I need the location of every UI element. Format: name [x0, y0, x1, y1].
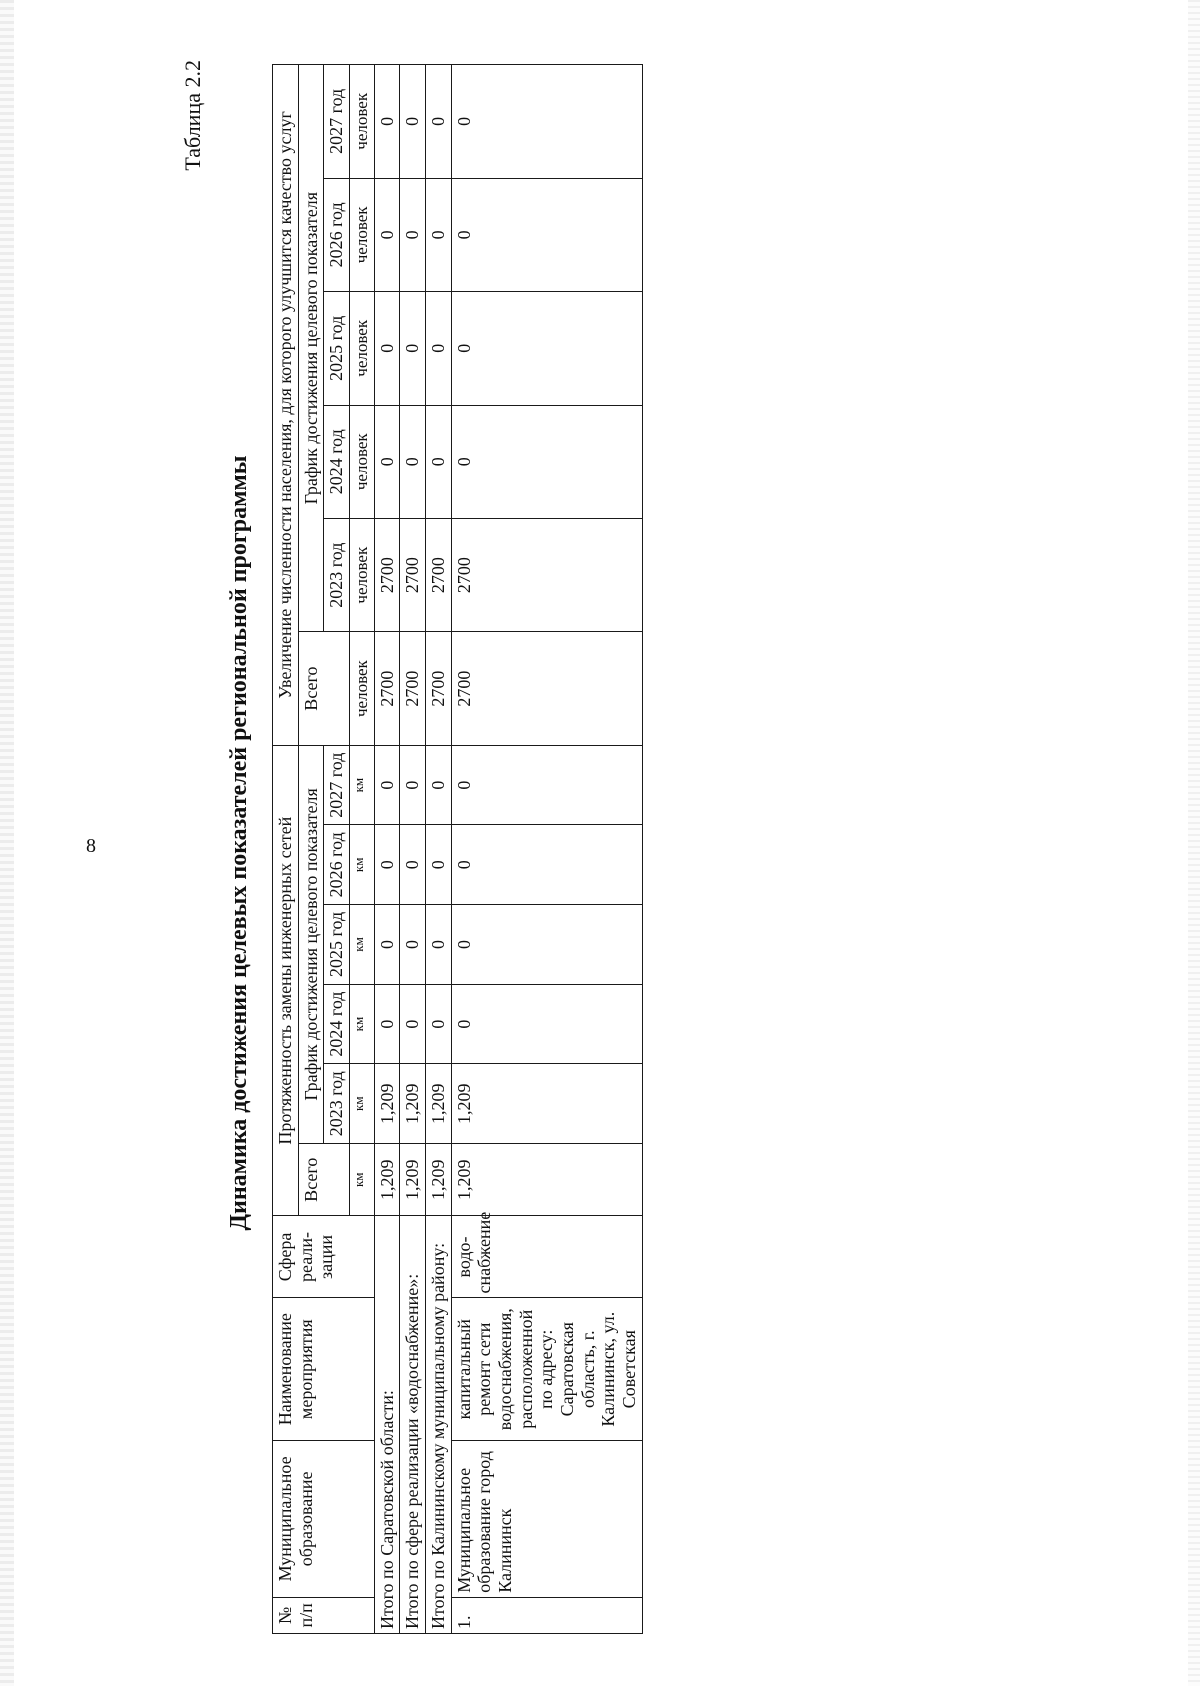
header-sphere: Сфера реали-зации — [273, 1216, 375, 1298]
header-people-schedule: График достижения целевого показателя — [298, 65, 324, 632]
indicators-table — [272, 64, 643, 1634]
people-year-cell: 2700 — [400, 518, 426, 631]
km-year-cell: 1,209 — [451, 1064, 642, 1144]
unit-people: человек — [350, 65, 375, 179]
total-row-region — [374, 65, 400, 1634]
km-year-cell: 1,209 — [425, 1064, 451, 1144]
total-row-district — [425, 65, 451, 1634]
scan-edge-left — [0, 0, 14, 1686]
page-number: 8 — [86, 835, 96, 857]
unit-people: человек — [350, 405, 375, 518]
total-label: Итого по Калининскому муниципальному району: — [425, 1216, 451, 1634]
unit-km: км — [350, 745, 375, 825]
people-year-cell: 0 — [400, 405, 426, 518]
people-year-cell: 0 — [374, 405, 400, 518]
people-year-cell: 0 — [451, 178, 642, 291]
header-people-year: 2026 год — [324, 178, 350, 291]
unit-km: км — [350, 984, 375, 1064]
people-total-cell: 2700 — [374, 632, 400, 745]
unit-people: человек — [350, 292, 375, 405]
row-sphere: водо-снабжение — [451, 1216, 642, 1298]
row-number: 1. — [451, 1597, 642, 1633]
total-label: Итого по Саратовской области: — [374, 1216, 400, 1634]
km-year-cell: 0 — [400, 825, 426, 905]
row-event: капитальный ремонт сети водоснабжения, расположенной по адресу: Саратовская область, г. Калининск, ул. Советская — [451, 1298, 642, 1440]
km-year-cell: 0 — [425, 745, 451, 825]
header-no: № п/п — [273, 1597, 375, 1633]
people-total-cell: 2700 — [425, 632, 451, 745]
km-year-cell: 0 — [451, 905, 642, 985]
people-year-cell: 0 — [425, 405, 451, 518]
unit-people: человек — [350, 178, 375, 291]
km-year-cell: 0 — [400, 745, 426, 825]
unit-km: км — [350, 825, 375, 905]
total-label: Итого по сфере реализации «водоснабжение»: — [400, 1216, 426, 1634]
table-row — [451, 65, 642, 1634]
header-people-year: 2023 год — [324, 518, 350, 631]
header-event-name: Наименование мероприятия — [273, 1298, 375, 1440]
header-row-1 — [273, 65, 299, 1634]
people-year-cell: 0 — [425, 65, 451, 179]
header-people-year: 2024 год — [324, 405, 350, 518]
people-year-cell: 0 — [451, 405, 642, 518]
unit-km: км — [350, 1064, 375, 1144]
km-year-cell: 0 — [451, 825, 642, 905]
km-year-cell: 0 — [451, 984, 642, 1064]
header-people-year: 2027 год — [324, 65, 350, 179]
km-year-cell: 0 — [374, 825, 400, 905]
row-municipality: Муниципальное образование город Калининск — [451, 1440, 642, 1597]
km-year-cell: 0 — [425, 984, 451, 1064]
people-year-cell: 0 — [374, 65, 400, 179]
header-networks-length: Протяженность замены инженерных сетей — [273, 745, 299, 1216]
people-total-cell: 2700 — [451, 632, 642, 745]
people-total-cell: 2700 — [400, 632, 426, 745]
km-year-cell: 0 — [400, 905, 426, 985]
unit-km: км — [350, 905, 375, 985]
header-people-year: 2025 год — [324, 292, 350, 405]
km-total-cell: 1,209 — [425, 1144, 451, 1216]
km-year-cell: 0 — [425, 905, 451, 985]
table-caption: Таблица 2.2 — [180, 60, 205, 171]
km-total-cell: 1,209 — [374, 1144, 400, 1216]
header-people-total: Всего — [298, 632, 349, 745]
header-km-year: 2026 год — [324, 825, 350, 905]
scan-edge-right — [1188, 0, 1200, 1686]
people-year-cell: 0 — [374, 292, 400, 405]
unit-people: человек — [350, 632, 375, 745]
km-total-cell: 1,209 — [400, 1144, 426, 1216]
km-year-cell: 0 — [400, 984, 426, 1064]
km-year-cell: 0 — [374, 984, 400, 1064]
header-population-increase: Увеличение численности населения, для которого улучшится качество услуг — [273, 65, 299, 746]
km-year-cell: 0 — [451, 745, 642, 825]
people-year-cell: 2700 — [425, 518, 451, 631]
people-year-cell: 0 — [400, 65, 426, 179]
people-year-cell: 2700 — [451, 518, 642, 631]
people-year-cell: 0 — [400, 178, 426, 291]
document-title: Динамика достижения целевых показателей региональной программы — [226, 455, 252, 1231]
header-municipality: Муниципальное образование — [273, 1440, 375, 1597]
km-year-cell: 0 — [425, 825, 451, 905]
header-km-total: Всего — [298, 1144, 349, 1216]
header-km-year: 2023 год — [324, 1064, 350, 1144]
km-year-cell: 0 — [374, 745, 400, 825]
km-total-cell: 1,209 — [451, 1144, 642, 1216]
people-year-cell: 0 — [425, 178, 451, 291]
km-year-cell: 0 — [374, 905, 400, 985]
people-year-cell: 2700 — [374, 518, 400, 631]
unit-km: км — [350, 1144, 375, 1216]
unit-people: человек — [350, 518, 375, 631]
header-km-year: 2025 год — [324, 905, 350, 985]
people-year-cell: 0 — [425, 292, 451, 405]
km-year-cell: 1,209 — [400, 1064, 426, 1144]
header-km-schedule: График достижения целевого показателя — [298, 745, 324, 1143]
total-row-sphere — [400, 65, 426, 1634]
header-km-year: 2024 год — [324, 984, 350, 1064]
rotated-page-content — [160, 0, 820, 1686]
people-year-cell: 0 — [451, 65, 642, 179]
people-year-cell: 0 — [451, 292, 642, 405]
people-year-cell: 0 — [400, 292, 426, 405]
header-km-year: 2027 год — [324, 745, 350, 825]
km-year-cell: 1,209 — [374, 1064, 400, 1144]
people-year-cell: 0 — [374, 178, 400, 291]
